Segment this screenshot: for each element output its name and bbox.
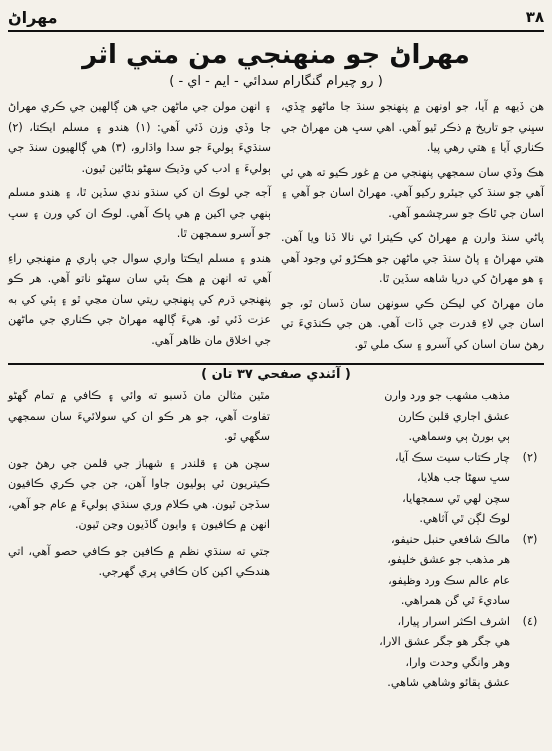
verse-line: عشق ٻقائو وشاهي شاهي. — [387, 676, 510, 689]
paragraph: ۽ انهن مولن جي ماڻهن جي هن ڳالهين جي ڪري مهراڻ جا وڏي وزن ڏئي آهي: (١) هندو ۽ مسلم ايڪتا، (٢) سنڌيءَ ٻوليءَ جو سدا واڌارو، (٣) هي ڳالهيون سنڌ جي ٻوليءَ ۽ ادب کي وڌيڪ سهڻو بڻائين ٿيون. — [8, 100, 271, 175]
running-title: مهراڻ — [8, 7, 58, 27]
paragraph: مٿين مثالن مان ڏسبو ته وائي ۽ ڪافي ۾ تمام گهڻو تفاوت آهي، جو هر ڪو ان کي سولائيءَ سان سمجهي سگهي ٿو. — [8, 389, 270, 443]
paragraph: آجه جي لوڪ ان کي سنڌو ندي سڏين ٿا، ۽ هندو مسلم ٻنهي جي اکين ۾ هي پاڪ آهي. لوڪ ان کي ورن ۽ سڀ جو آسرو سمجهن ٿا. — [8, 186, 271, 240]
paragraph: پاڻي سنڌ وارن ۾ مهراڻ کي ڪيترا ئي نالا ڏنا ويا آهن. هتي مهراڻ ۽ پاڻ سنڌ جي ماڻهن جو هڪڙو ئي وجود آهي ۽ هو مهراڻ کي دريا شاهه سڏين ٿا. — [281, 231, 544, 285]
verse-line: سچن لهي ٿي سمجهايا، — [402, 491, 510, 505]
verse-line: عشق اجاري قلبن ڪارن — [398, 409, 510, 423]
article-heading — [8, 38, 544, 89]
verse-number: (٢) — [522, 450, 538, 464]
paragraph: سچن هن ۽ قلندر ۽ شهباز جي قلمن جي رهڻ جون ڪيتريون ئي ٻوليون جاوا آهن، جن جي ڪري ڪافيون سڏجن ٿيون. هي ڪلام وري سنڌي ٻوليءَ ۾ عام جو آهي، انهن ۾ ڪافيون ۽ وايون گاڏيون وڃن ٿيون. — [8, 456, 270, 531]
paragraph: هن ڏيهه ۾ آيا، جو اونهن ۾ پنهنجو سنڌ جا ماڻهو ڇڏي، سڀني جو تاريخ ۾ ذڪر ٿيو آهي. اهي سڀ هن مهراڻ جي ڪناري آيا ۽ هتي رهي پيا. — [281, 100, 544, 154]
continued-section — [8, 386, 544, 694]
continued-label: ( آئندي صفحي ٣٧ تان ) — [201, 367, 351, 382]
verse — [282, 448, 544, 530]
verse — [282, 530, 544, 612]
verse-line: لوڪ لڳن ٿي آثاهي. — [419, 512, 510, 525]
article-body — [8, 97, 544, 359]
right-column — [281, 97, 544, 359]
left-column — [8, 97, 271, 359]
page-number: ٣٨ — [525, 8, 544, 26]
verse-line: عام عالم سڪ ورد وظيفو، — [388, 573, 510, 587]
article-title: مهراڻ جو منهنجي من متي اثر — [82, 40, 470, 70]
paragraph: جتي ته سنڌي نظم ۾ ڪافين جو ڪافي حصو آهي، اتي هندڪي اکين کان ڪافي پري گهرجي. — [8, 544, 270, 578]
paragraph: هندو ۽ مسلم ايڪتا واري سوال جي ٻاري ۾ منهنجي راءِ آهي ته انهن ۾ هڪ ٻئي سان سهڻو ناتو آهي. هر ڪو پنهنجي ڌرم کي پنهنجي ريتي سان مڃي ٿو ۽ ٻئي کي به عزت ڏئي ٿو. هيءَ ڳالهه مهراڻ جي ڪناري جي ماڻهن جي اخلاق مان ظاهر آهي. — [8, 251, 271, 347]
verse-number: (٣) — [522, 532, 538, 546]
verse-line: هي جگر هو جگر عشق الارا، — [379, 635, 510, 648]
page-header — [8, 4, 544, 32]
verse-line: مالڪ شافعي حنبل حنيفو، — [391, 532, 510, 546]
verse-column — [282, 386, 544, 694]
paragraph: هڪ وڏي سان سمجهي پنهنجي من ۾ غور ڪيو ته هي ئي آهي جو سنڌ کي جيئرو رکيو آهي. مهراڻ اسان جو آهي ۽ اسان جي ٿاڪ جو سرچشمو آهي. — [281, 165, 544, 220]
verse-line: مذهب مشهب جو ورد وارن — [384, 389, 510, 402]
section-divider — [8, 363, 544, 365]
article-byline: ( رو چيرام گنگارام سدائي - ايم - اي - ) — [169, 74, 383, 89]
verse-line: چار ڪتاب سيت سڪ آيا، — [394, 450, 510, 464]
verse-line: ساديءَ ٿي گن همراهي. — [400, 594, 510, 607]
prose-column — [8, 386, 270, 694]
verse-line: وهر وانگي وحدت وارا، — [405, 655, 510, 669]
verse — [282, 612, 544, 694]
verse-number — [516, 386, 544, 448]
verse-number: (٤) — [522, 614, 538, 628]
verse-line: اشرف اڪثر اسرار پيارا، — [397, 614, 510, 628]
verse-line: ٻي بورڻ ٻي وسماهي. — [408, 430, 510, 443]
verse-line: سڀ سهڻا جب هلايا، — [417, 471, 510, 484]
verse-line: هر مذهب جو عشق خليفو، — [387, 553, 510, 566]
paragraph: مان مهراڻ کي ليڪن ڪي سونهن سان ڏسان ٿو، جو اسان جي لاءِ قدرت جي ڏات آهي. هن جي ڪنڌيءَ تي رهڻ سان اسان کي آسرو ۽ سک ملي ٿو. — [281, 296, 544, 351]
verse — [282, 386, 544, 448]
